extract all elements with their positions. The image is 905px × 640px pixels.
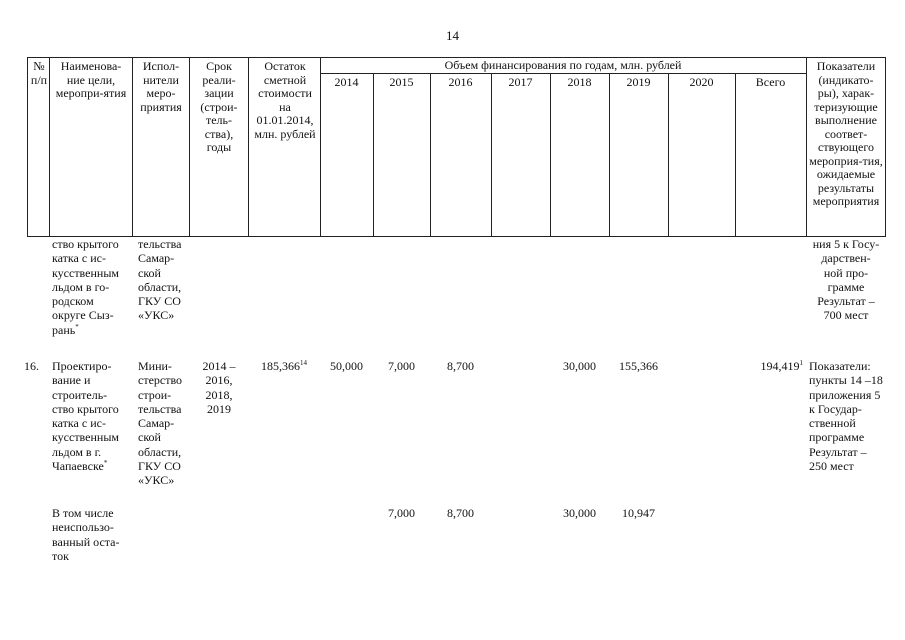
- header-year-2020: 2020: [689, 75, 714, 89]
- header-year-2016: 2016: [448, 75, 473, 89]
- year-col-border: [609, 73, 610, 237]
- continuation-indicators: ния 5 к Госу- дарствен- ной про- грамме Результат – 700 мест: [812, 237, 880, 323]
- footnote-mark: *: [103, 459, 108, 468]
- subrow-name: В том числе неиспользо- ванный оста- ток: [52, 506, 120, 563]
- header-num: № п/п: [30, 59, 48, 87]
- header-financing: Объем финансирования по годам, млн. рублей: [444, 58, 682, 72]
- subrow-2015: 7,000: [388, 506, 415, 520]
- row16-indicators: Показатели: пункты 14 –18 приложения 5 к Государ- ственной программе Результат – 250 мест: [809, 359, 883, 474]
- year-col-border: [491, 73, 492, 237]
- row16-executors: Мини- стерство строи- тельства Самар- ской области, ГКУ СО «УКС»: [138, 359, 183, 488]
- subrow-2018: 30,000: [563, 506, 596, 520]
- year-col-border: [550, 73, 551, 237]
- header-executors: Испол-нители меро-приятия: [140, 59, 182, 114]
- page-number: 14: [446, 28, 459, 43]
- col-border: [132, 57, 133, 237]
- continuation-name: ство крытого катка с ис- кусственным льдом в го- родском округе Сыз- рань*: [52, 237, 119, 337]
- row16-2014: 50,000: [330, 359, 363, 373]
- subrow-2019: 10,947: [622, 506, 655, 520]
- row16-2016: 8,700: [447, 359, 474, 373]
- col-border: [885, 57, 886, 237]
- header-indicators: Показатели (индикато-ры), харак-теризующие выполнение соответ-ствующего мероприя-тия, ожидаемые результаты мероприятия: [809, 59, 883, 208]
- col-border: [806, 57, 807, 237]
- row16-total: 194,419$^1$: [760, 359, 803, 373]
- subrow-2016: 8,700: [447, 506, 474, 520]
- year-col-border: [668, 73, 669, 237]
- col-border: [27, 57, 28, 237]
- header-total: Всего: [755, 75, 786, 89]
- header-year-2017: 2017: [508, 75, 533, 89]
- row16-2015: 7,000: [388, 359, 415, 373]
- year-col-border: [373, 73, 374, 237]
- row16-2019: 155,366: [619, 359, 658, 373]
- header-year-2019: 2019: [626, 75, 651, 89]
- header-year-2018: 2018: [567, 75, 592, 89]
- header-balance: Остаток сметной стоимости на 01.01.2014, млн. рублей: [254, 59, 316, 141]
- row16-term: 2014 – 2016, 2018, 2019: [202, 359, 236, 416]
- row16-2018: 30,000: [563, 359, 596, 373]
- header-name: Наименова-ние цели, меропри-ятия: [55, 59, 127, 100]
- col-border: [248, 57, 249, 237]
- header-year-2015: 2015: [389, 75, 414, 89]
- row16-name: Проектиро- вание и строитель- ство крытого катка с ис- кусственным льдом в г. Чапаевске*: [52, 359, 119, 474]
- header-year-2014: 2014: [334, 75, 359, 89]
- row16-num: 16.: [24, 359, 39, 373]
- year-col-border: [735, 73, 736, 237]
- footnote-mark: 14: [300, 359, 307, 367]
- year-col-border: [430, 73, 431, 237]
- col-border: [189, 57, 190, 237]
- col-border: [49, 57, 50, 237]
- footnote-mark: 1: [799, 359, 803, 367]
- financing-subheader-border: [320, 73, 806, 74]
- header-term: Срок реали-зации (строи-тель-ства), годы: [200, 59, 238, 154]
- continuation-executors: тельства Самар- ской области, ГКУ СО «УКС»: [138, 237, 182, 323]
- footnote-mark: *: [75, 322, 79, 331]
- row16-balance: 185,366$^{14}$: [261, 359, 307, 373]
